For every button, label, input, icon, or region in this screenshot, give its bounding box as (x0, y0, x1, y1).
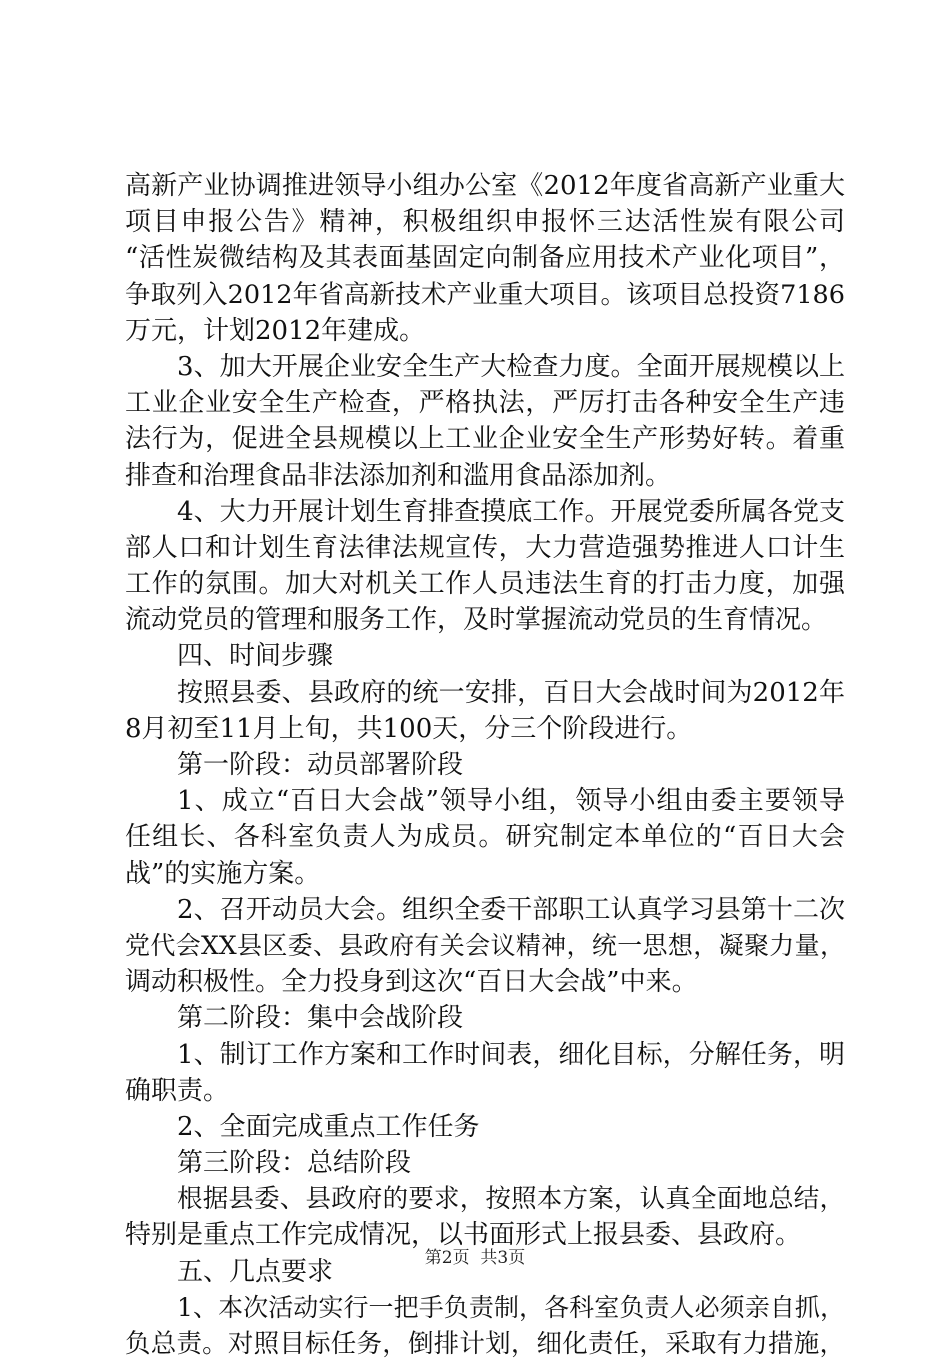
text-line: 四、时间步骤 (177, 641, 334, 672)
text-line: 法行为，促进全县规模以上工业企业安全生产形势好转。着重 (125, 424, 845, 455)
text-line: 高新产业协调推进领导小组办公室《2012年度省高新产业重大 (125, 171, 845, 201)
text-line: 1、制订工作方案和工作时间表，细化目标，分解任务，明 (177, 1039, 845, 1070)
text-line: 特别是重点工作完成情况，以书面形式上报县委、县政府。 (125, 1220, 802, 1251)
text-line: 1、成立“百日大会战”领导小组，领导小组由委主要领导 (177, 786, 845, 817)
text-line: 根据县委、县政府的要求，按照本方案，认真全面地总结， (177, 1184, 845, 1215)
document-body (125, 168, 845, 1362)
text-line: “活性炭微结构及其表面基固定向制备应用技术产业化项目”， (125, 243, 845, 274)
text-line: 调动积极性。全力投身到这次“百日大会战”中来。 (125, 967, 698, 998)
text-line: 8月初至11月上旬，共100天，分三个阶段进行。 (125, 713, 693, 744)
text-line: 负总责。对照目标任务，倒排计划，细化责任，采取有力措施， (125, 1329, 845, 1359)
text-line: 确职责。 (125, 1075, 230, 1106)
text-line: 按照县委、县政府的统一安排，百日大会战时间为2012年 (177, 677, 845, 708)
text-line: 第一阶段：动员部署阶段 (177, 750, 464, 780)
page-footer: 第2页 共3页 (424, 1248, 526, 1268)
text-line: 2、全面完成重点工作任务 (177, 1111, 480, 1142)
text-line: 3、加大开展企业安全生产大检查力度。全面开展规模以上 (177, 351, 845, 382)
text-line: 党代会XX县区委、县政府有关会议精神，统一思想，凝聚力量， (125, 930, 845, 960)
text-line: 部人口和计划生育法律法规宣传，大力营造强势推进人口计生 (125, 532, 845, 563)
text-line: 工业企业安全生产检查，严格执法，严厉打击各种安全生产违 (125, 388, 845, 419)
text-line: 第二阶段：集中会战阶段 (177, 1003, 464, 1034)
text-line: 任组长、各科室负责人为成员。研究制定本单位的“百日大会 (125, 822, 845, 853)
text-line: 万元，计划2012年建成。 (125, 315, 426, 346)
text-line: 4、大力开展计划生育排查摸底工作。开展党委所属各党支 (177, 496, 845, 527)
text-line: 第三阶段：总结阶段 (177, 1148, 412, 1179)
text-line: 五、几点要求 (177, 1256, 334, 1287)
text-line: 1、本次活动实行一把手负责制，各科室负责人必须亲自抓， (177, 1292, 845, 1322)
text-line: 项目申报公告》精神，积极组织申报怀三达活性炭有限公司 (125, 207, 845, 238)
text-line: 争取列入2012年省高新技术产业重大项目。该项目总投资7186 (125, 279, 845, 310)
text-line: 流动党员的管理和服务工作，及时掌握流动党员的生育情况。 (125, 605, 828, 636)
text-line: 2、召开动员大会。组织全委干部职工认真学习县第十二次 (177, 894, 845, 925)
text-line: 排查和治理食品非法添加剂和滥用食品添加剂。 (125, 460, 672, 491)
text-line: 工作的氛围。加大对机关工作人员违法生育的打击力度，加强 (125, 569, 845, 600)
text-line: 战”的实施方案。 (125, 858, 321, 889)
